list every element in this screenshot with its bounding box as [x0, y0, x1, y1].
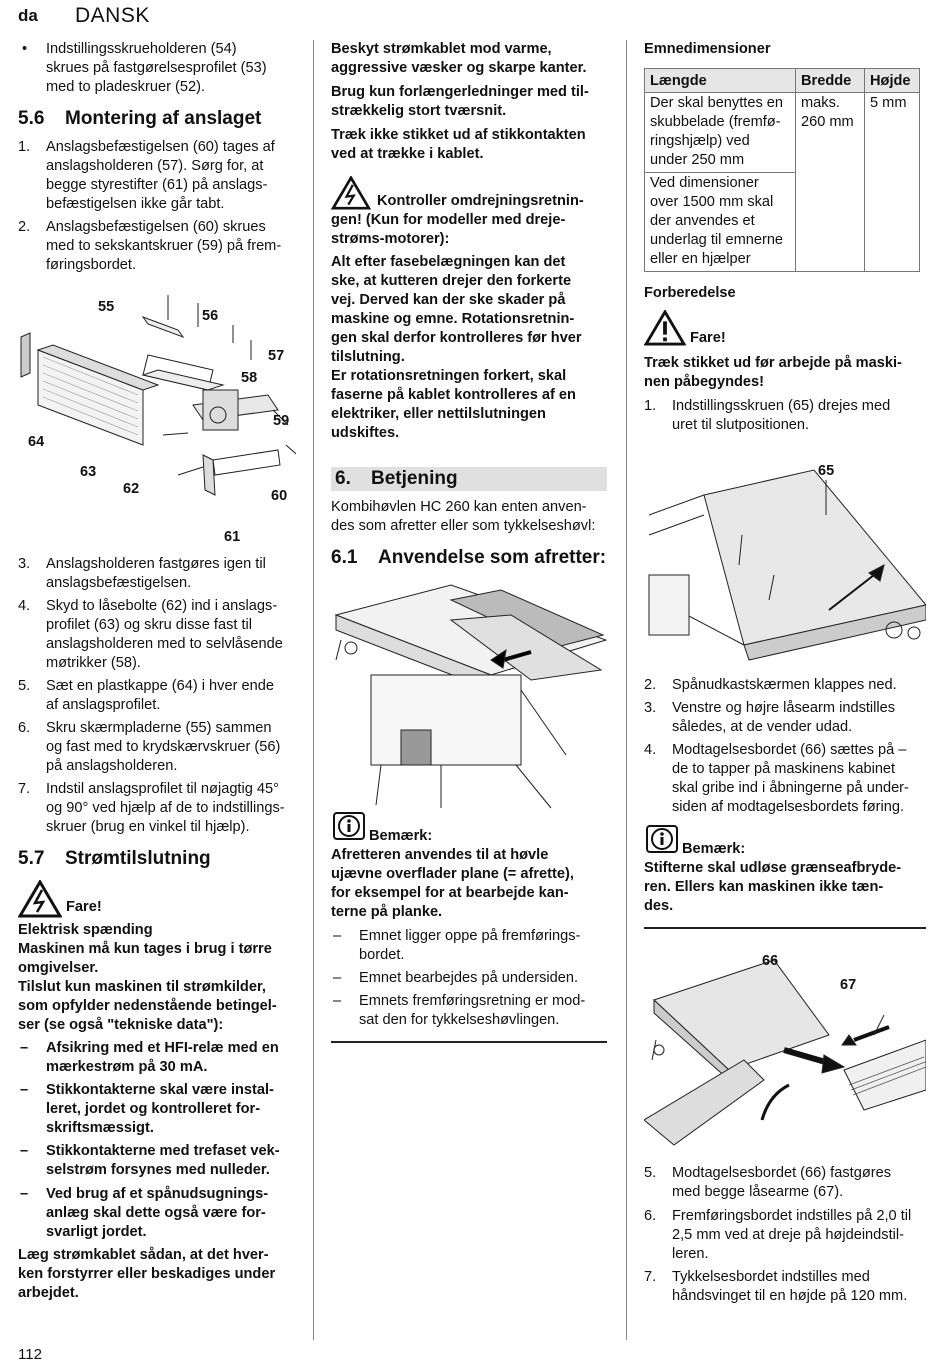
- jointer-drawing: [331, 580, 607, 810]
- list-item: 1. Indstillingsskruen (65) drejes med uret til slutpositionen.: [644, 398, 891, 433]
- note-label: Bemærk:: [369, 828, 433, 844]
- language-name: DANSK: [75, 4, 150, 27]
- list-item: 6. Skru skærmpladerne (55) sammen og fast med to krydskærvskruer (56) på anslagsholderen.: [18, 720, 281, 774]
- column-divider: [313, 40, 314, 1340]
- section-rule: [644, 927, 926, 929]
- page-number: 112: [18, 1346, 42, 1363]
- section-heading-5-7: 5.7 Strømtilslutning: [18, 848, 211, 869]
- fence-assembly-figure: [18, 295, 296, 550]
- figure-callout: 62: [123, 481, 140, 497]
- table-cell: 5 mm: [865, 93, 920, 272]
- figure-callout: 56: [202, 308, 219, 324]
- dash-item: – Emnet ligger oppe på fremførings- bordet.: [333, 928, 581, 963]
- cable-safety-text: Beskyt strømkablet mod varme, aggressive væsker og skarpe kanter. Brug kun forlængerledninger med til- strækkelig stort tværsnit. Træk ikke stikket ud af stikkontakten ved at trække i kablet.: [331, 41, 589, 162]
- column-divider: [626, 40, 627, 1340]
- section-heading-5-6: 5.6 Montering af anslaget: [18, 108, 262, 129]
- section-rule: [331, 1041, 607, 1043]
- list-item: 4. Skyd to låsebolte (62) ind i anslags- profilet (63) og skru disse fast til anslagsholderen med to selvlåsende møtrikker (58).: [18, 598, 283, 671]
- list-item: 7. Indstil anslagsprofilet til nøjagtig 45° og 90° ved hjælp af de to indstillings- skruer (brug en vinkel til hjælp).: [18, 781, 285, 835]
- note-text: Stifterne skal udløse grænseafbryde- ren. Ellers kan maskinen ikke tæn- des.: [644, 860, 902, 914]
- figure-callout: 55: [98, 299, 115, 315]
- fence-assembly-drawing: [18, 295, 296, 550]
- figure-callout: 64: [28, 434, 45, 450]
- table-header: Bredde: [796, 69, 865, 93]
- outfeed-table-drawing: [644, 945, 926, 1155]
- list-item: 3. Anslagsholderen fastgøres igen til anslagsbefæstigelsen.: [18, 556, 266, 591]
- figure-callout: 59: [273, 413, 290, 429]
- warning-icon: [644, 310, 686, 346]
- dash-item: – Stikkontakterne skal være instal- leret, jordet og kontrolleret for- skriftsmæssigt.: [20, 1082, 274, 1136]
- table-row: [645, 93, 920, 173]
- preparation-title: Forberedelse: [644, 285, 736, 301]
- figure-callout: 61: [224, 529, 241, 545]
- dash-item: – Afsikring med et HFI-relæ med en mærkestrøm på 30 mA.: [20, 1040, 279, 1075]
- dash-item: – Ved brug af et spånudsugnings- anlæg skal dette også være for- svarligt jordet.: [20, 1186, 269, 1240]
- figure-callout: 58: [241, 370, 258, 386]
- info-icon: [333, 812, 365, 840]
- table-cell: Der skal benyttes en skubbelade (fremfø- ringshjælp) ved under 250 mm: [645, 93, 796, 173]
- list-item: 6. Fremføringsbordet indstilles på 2,0 til 2,5 mm ved at dreje på højdeindstil- leren.: [644, 1208, 912, 1262]
- list-item: 5. Sæt en plastkappe (64) i hver ende af anslagsprofilet.: [18, 678, 274, 713]
- note-text: Afretteren anvendes til at høvle ujævne overflader plane (= afrette), for eksempel for at bearbejde kan- terne på planke.: [331, 847, 574, 920]
- list-item: 2. Anslagsbefæstigelsen (60) skrues med to sekskantskruer (59) på frem- føringsbordet.: [18, 219, 282, 273]
- danger-label: Fare!: [690, 330, 726, 346]
- dimensions-table: [644, 68, 920, 272]
- table-cell: maks. 260 mm: [796, 93, 865, 272]
- table-header: Længde: [645, 69, 796, 93]
- list-item: 2. Spånudkastskærmen klappes ned.: [644, 677, 897, 693]
- info-icon: [646, 825, 678, 853]
- language-code: da: [18, 6, 38, 25]
- adjustment-screw-figure: [644, 455, 926, 670]
- figure-callout: 63: [80, 464, 97, 480]
- list-item: 1. Anslagsbefæstigelsen (60) tages af anslagsholderen (57). Sørg for, at begge styrestifter (61) på anslags- befæstigelsen ikke går tabt.: [18, 139, 275, 212]
- adjustment-screw-drawing: [644, 455, 926, 670]
- list-item: 3. Venstre og højre låsearm indstilles således, at de vender udad.: [644, 700, 896, 735]
- electrical-warning-text: Elektrisk spænding Maskinen må kun tages i brug i tørre omgivelser. Tilslut kun maskinen til strømkilder, som opfylder nedenstående betingel- ser (se også "tekniske data"):: [18, 922, 277, 1033]
- figure-callout: 57: [268, 348, 285, 364]
- dash-item: – Emnets fremføringsretning er mod- sat den for tykkelseshøvlingen.: [333, 993, 586, 1028]
- jointer-figure: [331, 580, 607, 810]
- figure-callout: 67: [840, 977, 857, 993]
- danger-label: Fare!: [66, 899, 102, 915]
- note-label: Bemærk:: [682, 841, 746, 857]
- table-cell: Ved dimensioner over 1500 mm skal der anvendes et underlag til emnerne eller en hjælper: [645, 173, 796, 272]
- section-heading-6: 6. Betjening: [335, 468, 458, 489]
- cable-routing-note: Læg strømkablet sådan, at det hver- ken forstyrrer eller beskadiges under arbejdet.: [18, 1247, 276, 1301]
- rotation-warning-text: Kontroller omdrejningsretnin- gen! (Kun for modeller med dreje- strøms-motorer): Alt efter fasebelægningen kan det ske, at kutteren drejer den forkerte vej. Derved kan der ske skader på maskine og emne. Rotationsretnin- gen skal derfor kontrolleres før hver tilslutning. Er rotationsretningen forkert, skal faserne på kablet kontrolleres af en elektriker, eller nettilslutningen udskiftes.: [331, 193, 584, 441]
- electric-warning-icon: [18, 880, 62, 918]
- list-item: 7. Tykkelsesbordet indstilles med håndsvinget til en højde på 120 mm.: [644, 1269, 908, 1304]
- dash-item: – Stikkontakterne med trefaset vek- selstrøm forsynes med nulleder.: [20, 1143, 280, 1178]
- outfeed-table-figure: [644, 945, 926, 1155]
- table-header: Højde: [865, 69, 920, 93]
- list-item: 5. Modtagelsesbordet (66) fastgøres med begge låsearme (67).: [644, 1165, 892, 1200]
- figure-callout: 60: [271, 488, 288, 504]
- figure-callout: 66: [762, 953, 779, 969]
- section-heading-6-1: 6.1 Anvendelse som afretter:: [331, 547, 607, 568]
- dimensions-title: Emnedimensioner: [644, 41, 771, 57]
- dash-item: – Emnet bearbejdes på undersiden.: [333, 970, 579, 986]
- list-item: 4. Modtagelsesbordet (66) sættes på – de to tapper på maskinens kabinet skal gribe ind i åbningerne på under- siden af modtagelsesbordets føring.: [644, 742, 909, 815]
- bullet-item: • Indstillingsskrueholderen (54) skrues på fastgørelsesprofilet (53) med to pladeskruer (52).: [22, 41, 267, 95]
- figure-callout: 65: [818, 463, 835, 479]
- section-intro: Kombihøvlen HC 260 kan enten anven- des som afretter eller som tykkelseshøvl:: [331, 499, 596, 534]
- unplug-warning-text: Træk stikket ud før arbejde på maski- nen påbegyndes!: [644, 355, 902, 390]
